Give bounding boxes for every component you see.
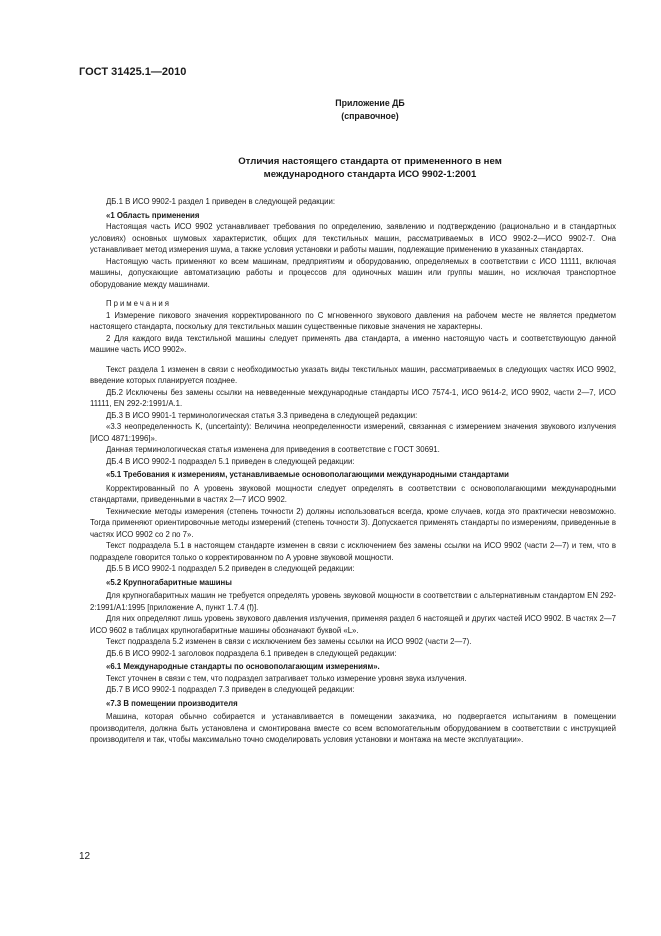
section-5-2-change-note: Текст подраздела 5.2 изменен в связи с исключением без замены ссылки на ИСО 9902 (части 2—7). bbox=[106, 637, 472, 646]
standard-designation: ГОСТ 31425.1—2010 bbox=[79, 66, 187, 78]
section-5-1-change-note: Текст подраздела 5.1 в настоящем стандарте изменен в связи с исключением без замены ссылки на ИСО 9902 (части 2—7) и тем, что в подразделе говорится только о корректированном по А уровне звуковой мощности. bbox=[90, 541, 616, 562]
term-change-note: Данная терминологическая статья изменена для приведения в соответствие с ГОСТ 30691. bbox=[106, 445, 440, 454]
db2: ДБ.2 Исключены без замены ссылки на невведенные международные стандарты ИСО 7574-1, ИСО 9614-2, ИСО 9902, части 2—7, ИСО 11111, EN 292-2:1991/A.1. bbox=[90, 387, 616, 408]
document-title-line-1: Отличия настоящего стандарта от примененного в нем bbox=[238, 156, 502, 167]
page-number: 12 bbox=[79, 851, 91, 862]
scope-paragraph-1: Настоящая часть ИСО 9902 устанавливает требования по определению, заявлению и подтверждению (рационально и в стандартных условиях) основных шумовых характеристик, общих для текстильных машин, рассматриваемых в ИСО 9902-2—ИСО 9902-7. Она устанавливает метод измерения шума, а также условия установки и работы машин, подлежащие применению в указанных стандартах. bbox=[90, 222, 616, 254]
section-7-3-paragraph: Машина, которая обычно собирается и устанавливается в помещении заказчика, но подвергается испытаниям в помещении производителя, должна быть установлена и смонтирована вместе со всем вспомогательным оборудованием в соответствии с инструкцией производителя и так, чтобы максимально точно смоделировать условия установки и монтажа на месте эксплуатации». bbox=[90, 712, 616, 744]
document-title bbox=[150, 155, 590, 181]
section-5-1-heading: «5.1 Требования к измерениям, устанавливаемые основополагающими международными стандартами bbox=[106, 470, 509, 479]
db3: ДБ.3 В ИСО 9901-1 терминологическая статья 3.3 приведена в следующей редакции: bbox=[106, 410, 418, 420]
note-2: 2 Для каждого вида текстильной машины следует применять два стандарта, а именно настоящую часть и соответствующую данной машине часть ИСО 9902». bbox=[90, 333, 616, 354]
section-5-2-heading: «5.2 Крупногабаритные машины bbox=[106, 577, 232, 587]
section-7-3-heading: «7.3 В помещении производителя bbox=[106, 698, 238, 708]
db6: ДБ.6 В ИСО 9902-1 заголовок подраздела 6.1 приведен в следующей редакции: bbox=[106, 648, 397, 658]
db7: ДБ.7 В ИСО 9902-1 подраздел 7.3 приведен в следующей редакции: bbox=[106, 685, 355, 694]
document-body bbox=[90, 196, 616, 746]
appendix-heading bbox=[280, 97, 460, 123]
section-1-change-note: Текст раздела 1 изменен в связи с необходимостью указать виды текстильных машин, рассматриваемых в следующих частях ИСО 9902, введение которых планируется позднее. bbox=[90, 364, 616, 385]
scope-paragraph-2: Настоящую часть применяют ко всем машинам, предприятиям и оборудованию, определяемых в соответствии с ИСО 11111, включая машины, допускающие автоматизацию работы и процессов для одиночных машин или группы машин, но исключая транспортное оборудование между машинами. bbox=[90, 256, 616, 289]
appendix-title: Приложение ДБ bbox=[335, 98, 405, 108]
section-5-1-paragraph-2: Технические методы измерения (степень точности 2) должны использоваться всегда, кроме случаев, когда это практически невозможно. Тогда применяют ориентировочные методы измерений (степень точности 3). Допускается применять стандарты по измерениям, приведенные в частях ИСО 9902 со 2 по 7». bbox=[90, 506, 616, 539]
document-title-line-2: международного стандарта ИСО 9902-1:2001 bbox=[263, 169, 477, 180]
note-1: 1 Измерение пикового значения корректированного по С мгновенного звукового давления на рабочем месте не является предметом настоящего стандарта, поскольку для текстильных машин существенные пиковые значения не характерны. bbox=[90, 310, 616, 331]
section-5-2-paragraph-2: Для них определяют лишь уровень звукового давления излучения, применяя раздел 6 настоящей и других частей ИСО 9902. В частях 2—7 ИСО 9602 в таблицах крупногабаритные машины обозначают буквой «L». bbox=[90, 614, 616, 635]
section-6-1-heading: «6.1 Международные стандарты по основополагающим измерениям». bbox=[106, 662, 380, 671]
section-6-1-change-note: Текст уточнен в связи с тем, что подраздел затрагивает только измерение уровня звука излучения. bbox=[106, 673, 467, 683]
term-3-3: «3.3 неопределенность K, (uncertainty): Величина неопределенности измерений, связанная с измерением значения звукового излучения [ИСО 4871:1996]». bbox=[90, 422, 616, 443]
db1-intro: ДБ.1 В ИСО 9902-1 раздел 1 приведен в следующей редакции: bbox=[106, 197, 336, 206]
section-1-heading: «1 Область применения bbox=[106, 210, 200, 220]
db5: ДБ.5 В ИСО 9902-1 подраздел 5.2 приведен в следующей редакции: bbox=[106, 564, 355, 573]
db4: ДБ.4 В ИСО 9902-1 подраздел 5.1 приведен в следующей редакции: bbox=[106, 456, 355, 466]
notes-heading: Примечания bbox=[106, 299, 172, 308]
section-5-2-paragraph-1: Для крупногабаритных машин не требуется определять уровень звуковой мощности в соответствии с альтернативным стандартом EN 292-2:1991/A1:1995 [приложение А, пункт 1.7.4 (f)]. bbox=[90, 591, 616, 612]
appendix-subtitle: (справочное) bbox=[341, 111, 399, 121]
section-5-1-paragraph-1: Корректированный по А уровень звуковой мощности следует определять в соответствии с основополагающими международными стандартами, приведенными в частях 2—7 ИСО 9902. bbox=[90, 483, 616, 504]
